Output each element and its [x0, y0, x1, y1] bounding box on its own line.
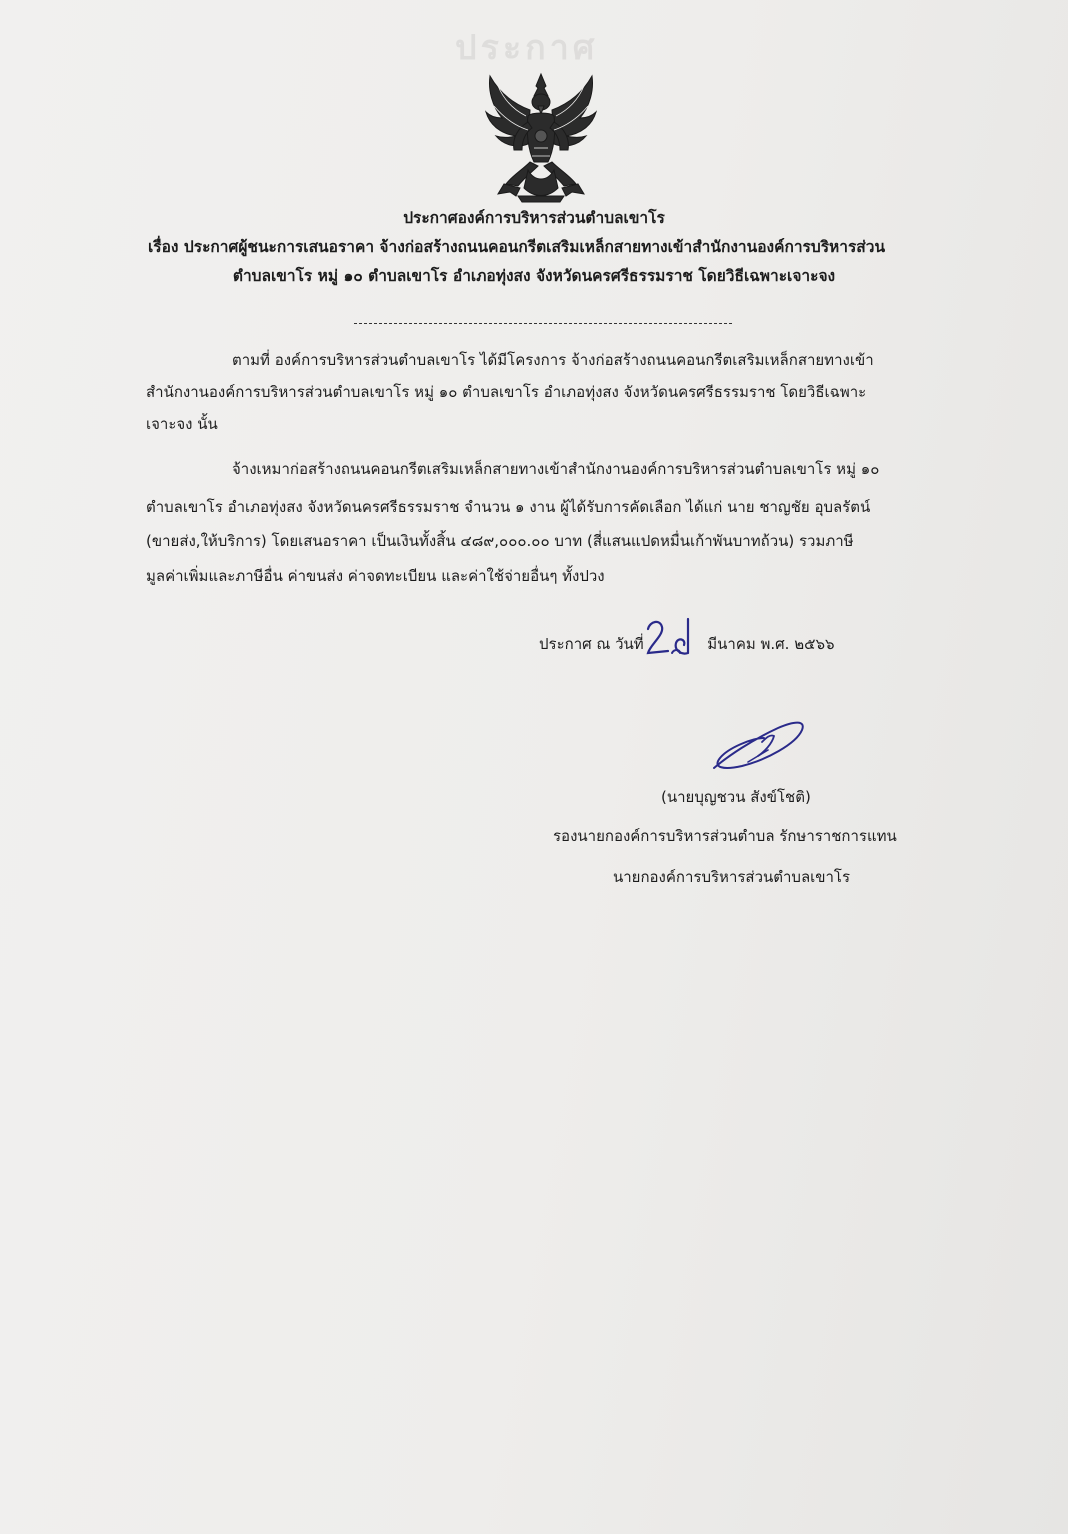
handwritten-day-ink [642, 615, 702, 659]
subject-label: เรื่อง [148, 238, 179, 256]
handwritten-signature [708, 712, 808, 776]
announcement-date [539, 634, 835, 655]
bleed-through-text: ประกาศ [455, 28, 599, 68]
paragraph-1-line-1: ตามที่ องค์การบริหารส่วนตำบลเขาโร ได้มีโครงการ จ้างก่อสร้างถนนคอนกรีตเสริมเหล็กสายทางเข้า [232, 351, 874, 369]
subject-text-1: ประกาศผู้ชนะการเสนอราคา จ้างก่อสร้างถนนคอนกรีตเสริมเหล็กสายทางเข้าสำนักงานองค์การบริหารส่วน [183, 238, 886, 256]
date-prefix: ประกาศ ณ วันที่ [539, 635, 644, 653]
garuda-emblem [478, 66, 604, 206]
paragraph-2-line-2: ตำบลเขาโร อำเภอทุ่งสง จังหวัดนครศรีธรรมราช จำนวน ๑ งาน ผู้ได้รับการคัดเลือก ได้แก่ นาย ชาญชัย อุบลรัตน์ [146, 498, 871, 516]
handwritten-day [648, 635, 702, 655]
paragraph-2-line-1: จ้างเหมาก่อสร้างถนนคอนกรีตเสริมเหล็กสายทางเข้าสำนักงานองค์การบริหารส่วนตำบลเขาโร หมู่ ๑๐ [232, 460, 880, 478]
paragraph-2-line-4: มูลค่าเพิ่มและภาษีอื่น ค่าขนส่ง ค่าจดทะเบียน และค่าใช้จ่ายอื่นๆ ทั้งปวง [146, 567, 605, 585]
signatory-name: (นายบุญชวน สังข์โชติ) [661, 788, 811, 806]
subject-line-2: ตำบลเขาโร หมู่ ๑๐ ตำบลเขาโร อำเภอทุ่งสง จังหวัดนครศรีธรรมราช โดยวิธีเฉพาะเจาะจง [232, 267, 836, 285]
document-title: ประกาศองค์การบริหารส่วนตำบลเขาโร [403, 209, 665, 227]
paragraph-1-line-2: สำนักงานองค์การบริหารส่วนตำบลเขาโร หมู่ ๑๐ ตำบลเขาโร อำเภอทุ่งสง จังหวัดนครศรีธรรมราช โดยวิธีเฉพาะ [146, 383, 867, 401]
paragraph-2-line-3: (ขายส่ง,ให้บริการ) โดยเสนอราคา เป็นเงินทั้งสิ้น ๔๘๙,๐๐๐.๐๐ บาท (สี่แสนแปดหมื่นเก้าพันบาทถ้วน) รวมภาษี [146, 532, 854, 550]
signatory-position-2: นายกองค์การบริหารส่วนตำบลเขาโร [613, 868, 851, 886]
date-suffix: มีนาคม พ.ศ. ๒๕๖๖ [707, 635, 835, 653]
subject-line-1 [148, 237, 932, 257]
paragraph-1-line-3: เจาะจง นั้น [146, 415, 218, 433]
signatory-position-1: รองนายกองค์การบริหารส่วนตำบล รักษาราชการแทน [553, 827, 897, 845]
separator-dashes [354, 323, 732, 324]
